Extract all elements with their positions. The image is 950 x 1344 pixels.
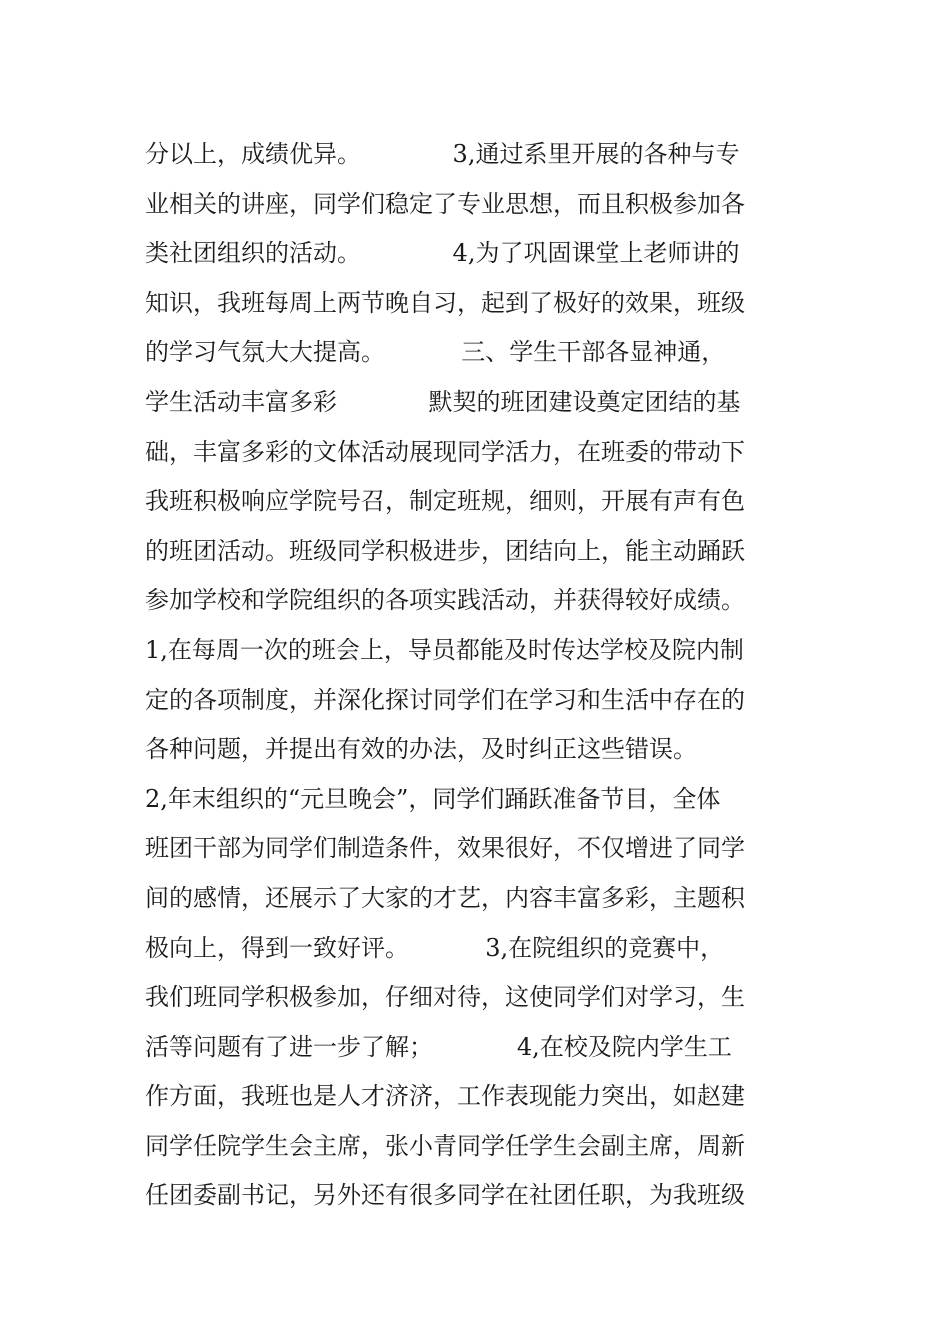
text-line: 各种问题，并提出有效的办法，及时纠正这些错误。 [145, 735, 697, 764]
text-line: 的班团活动。班级同学积极进步，团结向上，能主动踊跃 [145, 536, 745, 565]
text-line: 我班积极响应学院号召，制定班规，细则，开展有声有色 [145, 487, 745, 516]
text-line: 极向上，得到一致好评。 3,在院组织的竞赛中， [145, 933, 725, 962]
text-line: 作方面，我班也是人才济济，工作表现能力突出，如赵建 [145, 1082, 745, 1111]
text-line: 活等问题有了进一步了解； 4,在校及院内学生工 [145, 1032, 732, 1061]
text-line: 班团干部为同学们制造条件，效果很好，不仅增进了同学 [145, 834, 745, 863]
text-line: 分以上，成绩优异。 3,通过系里开展的各种与专 [145, 140, 740, 168]
body-text [145, 130, 815, 1221]
text-line: 间的感情，还展示了大家的才艺，内容丰富多彩，主题积 [145, 883, 745, 912]
text-line: 类社团组织的活动。 4,为了巩固课堂上老师讲的 [145, 239, 740, 268]
text-line: 我们班同学积极参加，仔细对待，这使同学们对学习，生 [145, 983, 745, 1012]
text-line: 的学习气氛大大提高。 三、学生干部各显神通， [145, 338, 726, 367]
text-line: 1,在每周一次的班会上，导员都能及时传达学校及院内制 [145, 635, 744, 664]
text-line: 础，丰富多彩的文体活动展现同学活力，在班委的带动下 [145, 437, 745, 466]
text-line: 同学任院学生会主席，张小青同学任学生会副主席，周新 [145, 1131, 745, 1160]
text-line: 业相关的讲座，同学们稳定了专业思想，而且积极参加各 [145, 189, 745, 218]
text-line: 学生活动丰富多彩 默契的班团建设奠定团结的基 [145, 387, 741, 416]
text-line: 知识，我班每周上两节晚自习，起到了极好的效果，班级 [145, 288, 745, 317]
text-line: 2,年末组织的“元旦晚会”，同学们踊跃准备节目，全体 [145, 784, 721, 813]
text-line: 定的各项制度，并深化探讨同学们在学习和生活中存在的 [145, 685, 745, 714]
text-line: 参加学校和学院组织的各项实践活动，并获得较好成绩。 [145, 586, 745, 615]
text-line: 任团委副书记，另外还有很多同学在社团任职，为我班级 [145, 1181, 745, 1210]
